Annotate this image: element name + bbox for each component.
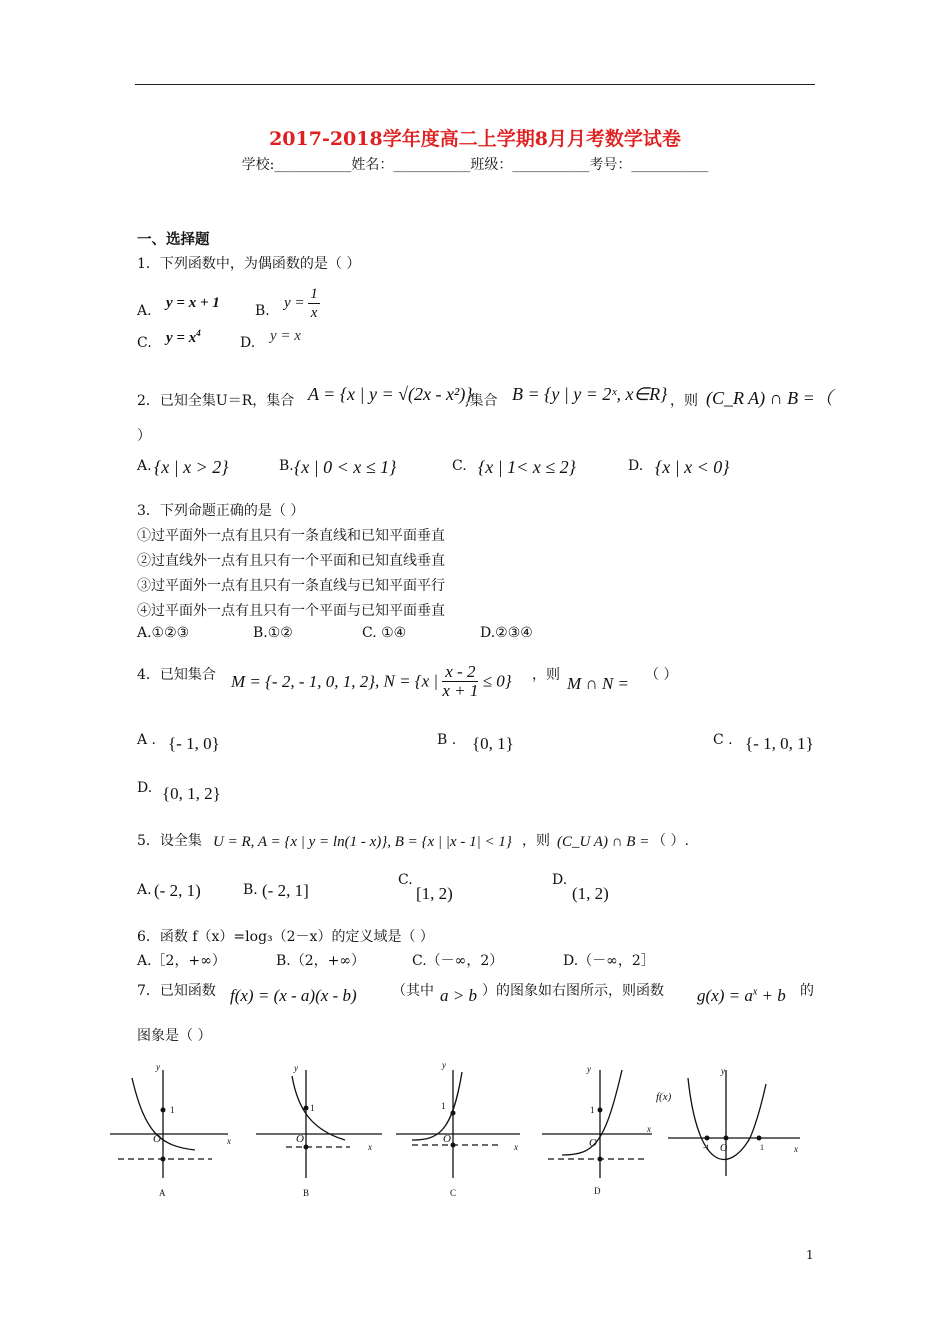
graph-d-caption: D: [594, 1186, 601, 1196]
q7-fx: f(x) = (x - a)(x - b): [230, 986, 357, 1005]
graph-c-point-b: [451, 1143, 456, 1148]
q5-blank: （ ）.: [652, 833, 689, 849]
q3-statement-3: ③过平面外一点有且只有一条直线与已知平面平行: [137, 578, 445, 594]
q6-option-b: B.（2，+∞）: [276, 953, 366, 969]
graph-fx-point-1: [757, 1136, 762, 1141]
graph-fx-origin: [724, 1136, 729, 1141]
q5-option-d-label: D.: [552, 872, 568, 888]
q2-option-d-label: D.: [628, 458, 644, 474]
graph-d: [542, 1070, 652, 1178]
header-rule: [135, 84, 815, 85]
q2-option-c-label: C.: [452, 458, 467, 474]
q2-option-a-label: A.: [137, 458, 152, 474]
q4-stem-a: 4．已知集合: [137, 667, 216, 683]
fraction-numerator: x - 2: [442, 663, 478, 682]
graph-fx-label: f(x): [656, 1091, 672, 1103]
graph-b-one: 1: [310, 1103, 315, 1113]
q5-option-a-label: A.: [137, 882, 152, 898]
q2-expression: (C_R A) ∩ B =（: [706, 388, 833, 408]
q7-condition: a > b: [440, 986, 477, 1005]
q7-stem-a: 7．已知函数: [137, 983, 216, 999]
q5-expression: (C_U A) ∩ B =: [557, 834, 650, 850]
q4-fraction: [442, 663, 478, 700]
q5-option-c-label: C.: [398, 872, 413, 888]
graph-b-curve: [292, 1076, 345, 1140]
q1-option-b-math: [284, 285, 320, 322]
graph-d-origin: O: [589, 1137, 597, 1149]
q3-option-b: B.①②: [253, 625, 293, 641]
graph-c: [396, 1070, 520, 1178]
q3-statement-2: ②过直线外一点有且只有一个平面和已知直线垂直: [137, 553, 445, 569]
q7-gx-exponent: x: [752, 986, 758, 998]
q7-gx: [697, 986, 786, 1006]
graph-b-x-label: x: [368, 1142, 372, 1152]
q2-option-c-math: {x | 1< x ≤ 2}: [478, 457, 576, 477]
q4-option-a-math: {- 1, 0}: [168, 734, 220, 753]
q1-option-c-exponent: 4: [196, 328, 201, 338]
graph-b-point-1: [304, 1106, 309, 1111]
q5-stem-b: ，则: [522, 833, 550, 849]
graph-c-y-label: y: [442, 1060, 446, 1070]
section-heading: 一、选择题: [137, 231, 210, 248]
graph-fx-one: 1: [760, 1143, 764, 1152]
graph-c-origin: O: [443, 1133, 451, 1145]
fraction-denominator: x: [310, 305, 318, 321]
q7-gx-base: g(x) = a: [697, 986, 753, 1005]
graph-b-y-label: y: [294, 1063, 298, 1073]
q4-option-c-math: {- 1, 0, 1}: [745, 734, 814, 753]
q6-option-d: D.（－∞，2］: [563, 953, 655, 969]
graph-d-y-label: y: [587, 1064, 591, 1074]
graph-c-point-1: [451, 1111, 456, 1116]
fraction-numerator: 1: [310, 286, 318, 302]
q4-stem-b: ，则: [532, 667, 560, 683]
q4-option-b-label: B .: [437, 732, 457, 748]
graph-fx-origin-label: O: [720, 1143, 728, 1154]
q1-option-d-label: D.: [240, 335, 256, 351]
q5-math: U = R, A = {x | y = ln(1 - x)}, B = {x | |x - 1| < 1}: [213, 834, 512, 850]
q1-option-b-label: B.: [255, 303, 270, 319]
q7-graphs: [100, 1058, 820, 1208]
q5-option-a-math: (- 2, 1): [154, 881, 201, 900]
q4-option-c-label: C .: [713, 732, 733, 748]
q4-set-n-left: , N = {x |: [375, 671, 439, 691]
graph-d-point-b: [598, 1157, 603, 1162]
q1-option-c-label: C.: [137, 335, 152, 351]
graph-b-point-b: [304, 1145, 309, 1150]
fraction-denominator: x + 1: [442, 681, 479, 700]
q2-option-b-label: B.: [279, 458, 294, 474]
q3-option-c: C. ①④: [362, 625, 407, 641]
q4-expression: M ∩ N =: [567, 674, 629, 693]
q7-gx-tail: + b: [757, 986, 786, 1005]
q3-option-d: D.②③④: [480, 625, 533, 641]
q2-set-b: B = {y | y = 2ˣ, x∈R}: [512, 384, 668, 404]
graph-a-x-label: x: [227, 1136, 231, 1146]
q3-option-a: A.①②③: [137, 625, 190, 641]
q3-statement-1: ①过平面外一点有且只有一条直线和已知平面垂直: [137, 528, 445, 544]
graph-a: [110, 1070, 228, 1178]
graph-fx-y-label: y: [721, 1066, 725, 1076]
q2-stem-c: ，则: [670, 393, 698, 409]
q1-option-c-base: y = x: [166, 330, 197, 346]
graph-a-caption: A: [159, 1188, 166, 1198]
q7-stem-b: （其中: [392, 983, 434, 999]
q4-option-a-label: A .: [137, 732, 157, 748]
q1-option-b-left: y =: [284, 295, 305, 311]
graph-c-one: 1: [441, 1101, 446, 1111]
graph-fx-point-neg1: [705, 1136, 710, 1141]
graph-fx-neg-one: -1: [703, 1143, 710, 1152]
graph-fx-x-label: x: [794, 1144, 798, 1154]
graph-a-one: 1: [170, 1105, 175, 1115]
q7-stem-line2: 图象是（ ）: [137, 1028, 212, 1044]
graph-b-caption: B: [303, 1188, 310, 1198]
q7-stem-d: 的: [800, 983, 814, 999]
graph-c-x-label: x: [514, 1142, 518, 1152]
q5-stem-a: 5．设全集: [137, 833, 202, 849]
graph-a-point-1: [161, 1108, 166, 1113]
graph-d-x-label: x: [647, 1124, 651, 1134]
graph-c-curve: [412, 1072, 462, 1140]
q2-stem-a: 2．已知全集U＝R，集合: [137, 393, 295, 409]
q1-option-d-math: y = x: [270, 328, 301, 344]
q1-stem: 1．下列函数中，为偶函数的是（ ）: [137, 256, 361, 272]
graph-b: [256, 1070, 382, 1178]
graph-a-point-b: [161, 1157, 166, 1162]
page-number: 1: [806, 1248, 814, 1262]
student-info-line: 学校:___________姓名：___________班级：___________考号：___________: [241, 157, 709, 173]
q4-option-b-math: {0, 1}: [472, 734, 514, 753]
q4-option-d-label: D.: [137, 780, 153, 796]
q4-set-m: M = {- 2, - 1, 0, 1, 2}: [231, 672, 376, 691]
q1-option-b-fraction: [308, 285, 320, 322]
q1-option-a-label: A.: [137, 303, 152, 319]
q6-option-c: C.（－∞，2）: [412, 953, 504, 969]
q4-blank: （ ）: [645, 667, 678, 683]
graph-fx: [668, 1070, 800, 1176]
graph-d-point-1: [598, 1108, 603, 1113]
q3-statement-4: ④过平面外一点有且只有一个平面与已知平面垂直: [137, 603, 445, 619]
paper-title: 2017-2018学年度高二上学期8月月考数学试卷: [269, 128, 681, 150]
q6-option-a: A.［2，+∞）: [137, 953, 226, 969]
q5-option-d-math: (1, 2): [572, 884, 609, 903]
graph-b-origin: O: [296, 1133, 304, 1145]
q3-stem: 3．下列命题正确的是（ ）: [137, 503, 305, 519]
graph-a-y-label: y: [156, 1062, 160, 1072]
q7-stem-c: ）的图象如右图所示，则函数: [482, 983, 664, 999]
q4-set-n: [375, 663, 512, 700]
q1-option-c-math: [166, 328, 201, 347]
graph-c-caption: C: [450, 1188, 457, 1198]
graph-d-one: 1: [590, 1105, 595, 1115]
q5-option-c-math: [1, 2): [416, 884, 453, 903]
q2-stem-b: ,集合: [465, 393, 498, 409]
q2-stem-close: ）: [137, 428, 151, 444]
q5-option-b-label: B.: [243, 882, 258, 898]
q1-option-a-math: y = x + 1: [166, 295, 220, 311]
q4-option-d-math: {0, 1, 2}: [162, 784, 221, 803]
q6-stem: 6．函数 f（x）=log₃（2－x）的定义域是（ ）: [137, 929, 434, 945]
graph-a-origin: O: [153, 1133, 161, 1145]
q2-set-a: A = {x | y = √(2x - x²)}: [308, 384, 473, 404]
q2-option-d-math: {x | x < 0}: [655, 457, 730, 477]
q4-set-n-right: ≤ 0}: [482, 671, 512, 691]
q2-option-a-math: {x | x > 2}: [154, 457, 229, 477]
q5-option-b-math: (- 2, 1]: [262, 881, 309, 900]
q2-option-b-math: {x | 0 < x ≤ 1}: [294, 457, 397, 477]
